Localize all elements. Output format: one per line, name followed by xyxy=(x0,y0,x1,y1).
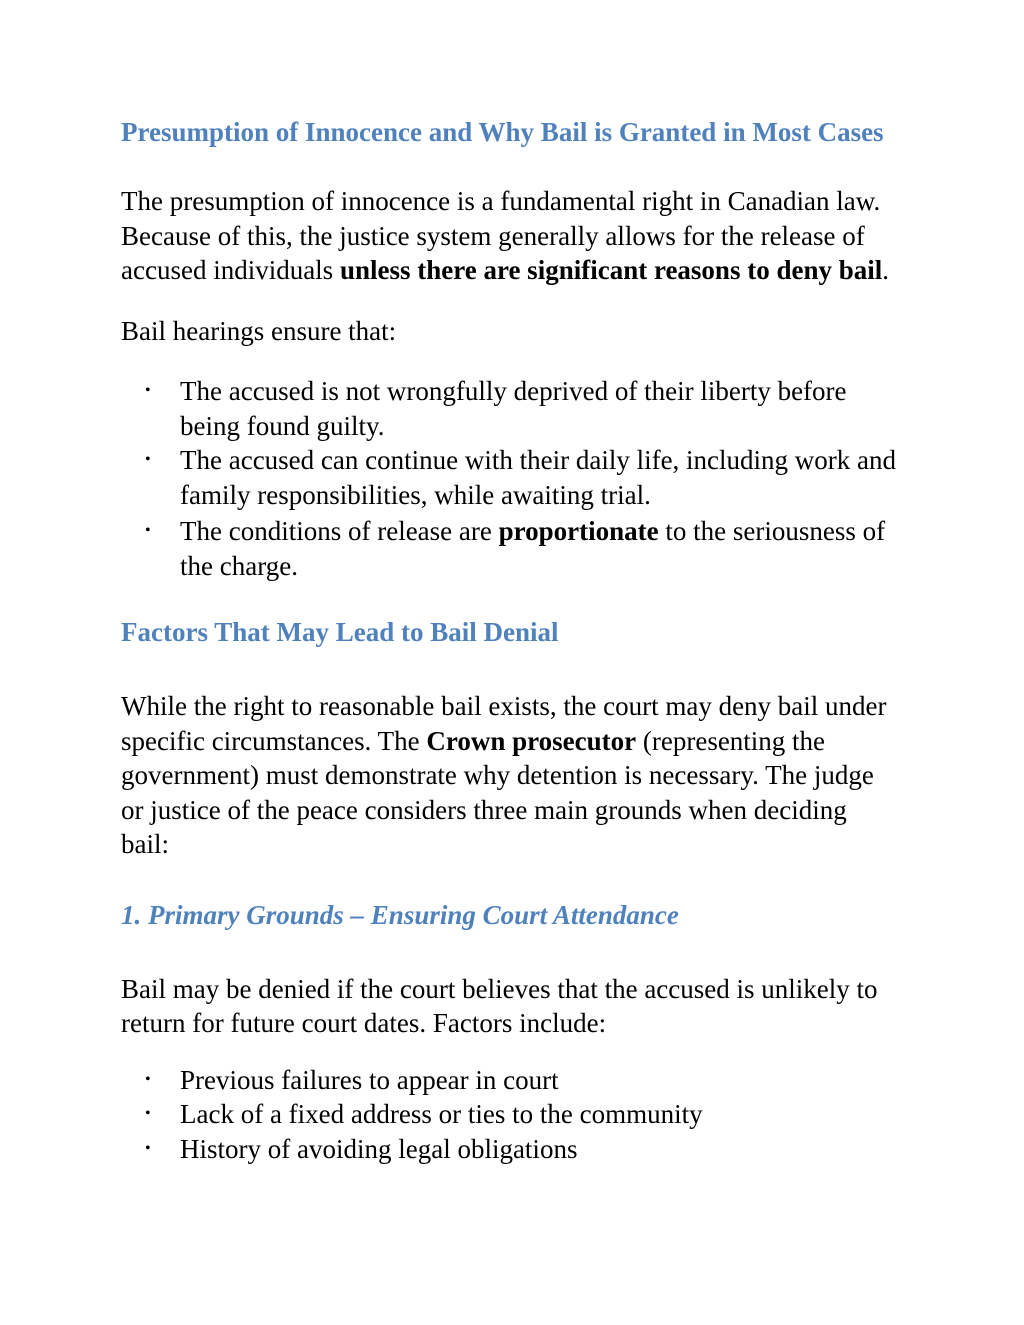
intro-text: The presumption of innocence is a fundamental right in Canadian law. Because of this, the justice system generally allows for the release of accused individuals xyxy=(121,186,881,285)
subsection-heading-primary: 1. Primary Grounds – Ensuring Court Attendance xyxy=(121,899,679,930)
list-item xyxy=(121,514,896,583)
list-item: • Previous failures to appear in court xyxy=(121,1063,896,1098)
list-item-text-end: to the seriousness of the charge. xyxy=(180,516,886,581)
ensure-list xyxy=(121,374,896,583)
intro-emphasis: unless there are significant reasons to deny bail xyxy=(339,255,883,285)
page-title: Presumption of Innocence and Why Bail is Granted in Most Cases xyxy=(121,117,884,147)
list-item-text: The accused is not wrongfully deprived of their liberty before being found guilty. xyxy=(180,376,847,441)
list-item: • Lack of a fixed address or ties to the community xyxy=(121,1097,896,1132)
factors-paragraph xyxy=(121,689,896,862)
primary-factors-list xyxy=(121,1063,896,1167)
primary-paragraph: Bail may be denied if the court believes that the accused is unlikely to return for future court dates. Factors include: xyxy=(121,973,878,1038)
list-item xyxy=(121,443,896,512)
document-page xyxy=(121,112,896,1166)
intro-text-end: . xyxy=(882,255,889,285)
list-item xyxy=(121,374,896,443)
factors-text-end: (representing the government) must demonstrate why detention is necessary. The judge or justice of the peace considers three main grounds when deciding bail: xyxy=(121,725,874,859)
list-item-emphasis: proportionate xyxy=(498,516,659,546)
ensure-lead-text: Bail hearings ensure that: xyxy=(121,315,397,346)
intro-paragraph xyxy=(121,184,896,288)
list-item-text: The accused can continue with their daily life, including work and family responsibilities, while awaiting trial. xyxy=(180,445,897,510)
factors-emphasis: Crown prosecutor xyxy=(426,725,637,756)
list-item: • History of avoiding legal obligations xyxy=(121,1132,896,1167)
list-item-text: The conditions of release are xyxy=(180,516,499,546)
section-heading-factors: Factors That May Lead to Bail Denial xyxy=(121,617,559,647)
factors-text: While the right to reasonable bail exists, the court may deny bail under specific circumstances. The xyxy=(121,691,887,756)
